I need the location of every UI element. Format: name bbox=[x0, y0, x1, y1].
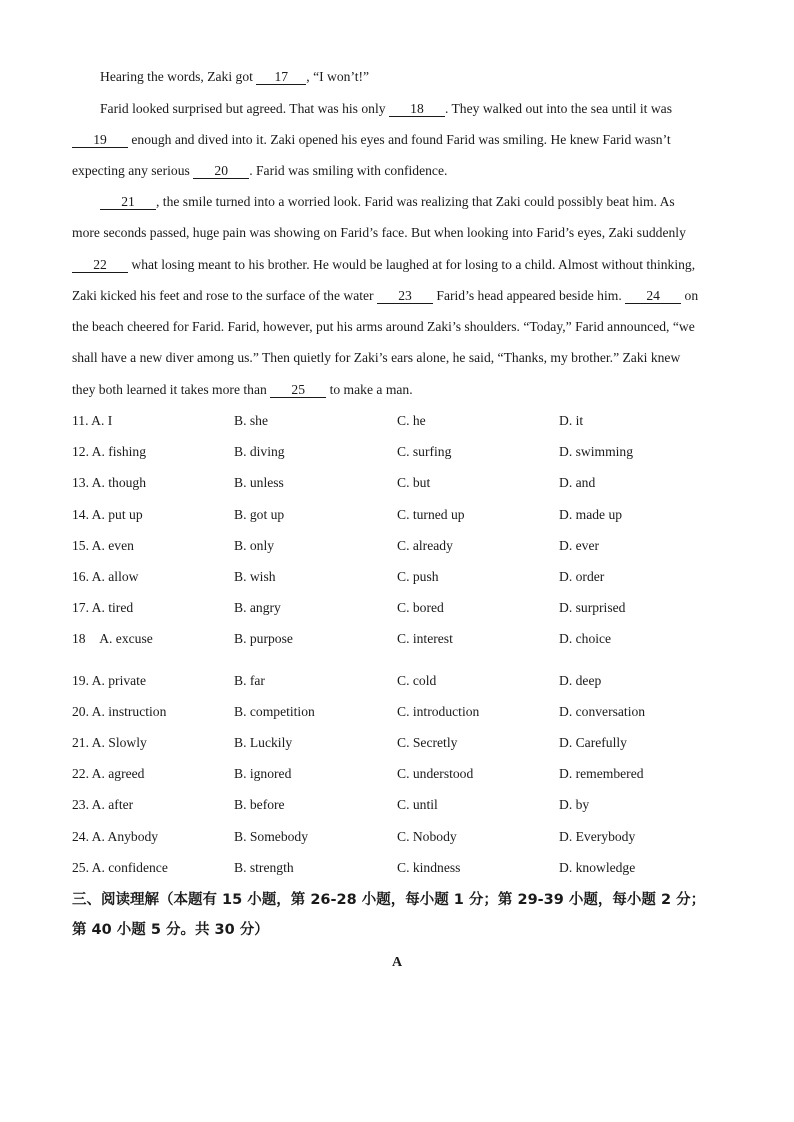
option-c: C. until bbox=[397, 797, 438, 812]
option-d: D. ever bbox=[559, 538, 600, 553]
passage-line-2 bbox=[100, 100, 750, 118]
blank-24: 24 bbox=[625, 289, 681, 304]
passage-line-11 bbox=[72, 381, 722, 399]
passage-line-7 bbox=[72, 256, 722, 274]
passage-line-4 bbox=[72, 162, 722, 180]
blank-18: 18 bbox=[389, 102, 445, 117]
option-d: D. swimming bbox=[559, 444, 634, 459]
passage-text: , “I won’t!” bbox=[306, 69, 370, 84]
option-b: B. angry bbox=[234, 600, 281, 615]
option-a: 25. A. confidence bbox=[72, 860, 168, 875]
passage-text: Farid looked surprised but agreed. That was his only bbox=[100, 101, 389, 116]
option-a: 12. A. fishing bbox=[72, 444, 147, 459]
passage-text: to make a man. bbox=[326, 382, 413, 397]
blank-19: 19 bbox=[72, 133, 128, 148]
blank-23: 23 bbox=[377, 289, 433, 304]
blank-20: 20 bbox=[193, 164, 249, 179]
option-a: 24. A. Anybody bbox=[72, 829, 159, 844]
option-a: 14. A. put up bbox=[72, 507, 143, 522]
section-heading-line-2: 第 40 小题 5 分。共 30 分） bbox=[72, 922, 269, 938]
option-b: B. ignored bbox=[234, 766, 292, 781]
option-b: B. before bbox=[234, 797, 285, 812]
option-c: C. Nobody bbox=[397, 829, 457, 844]
passage-text: shall have a new diver among us.” Then quietly for Zaki’s ears alone, he said, “Thanks, my brother.” Zaki knew bbox=[72, 350, 681, 365]
option-b: B. Luckily bbox=[234, 735, 293, 750]
option-b: B. Somebody bbox=[234, 829, 309, 844]
option-d: D. made up bbox=[559, 507, 623, 522]
passage-text: what losing meant to his brother. He would be laughed at for losing to a child. Almost without thinking, bbox=[128, 257, 696, 272]
option-c: C. cold bbox=[397, 673, 437, 688]
option-d: D. knowledge bbox=[559, 860, 636, 875]
option-a: 20. A. instruction bbox=[72, 704, 167, 719]
option-b: B. purpose bbox=[234, 631, 293, 646]
option-c: C. Secretly bbox=[397, 735, 458, 750]
option-b: B. only bbox=[234, 538, 275, 553]
section-heading-line-1: 三、阅读理解（本题有 15 小题，第 26-28 小题，每小题 1 分；第 29-39 小题，每小题 2 分； bbox=[72, 892, 706, 908]
option-c: C. push bbox=[397, 569, 439, 584]
option-c: C. understood bbox=[397, 766, 474, 781]
question-23-options bbox=[72, 796, 722, 814]
passage-text: Hearing the words, Zaki got bbox=[100, 69, 257, 84]
option-a: 23. A. after bbox=[72, 797, 134, 812]
option-d: D. choice bbox=[559, 631, 612, 646]
option-a: 19. A. private bbox=[72, 673, 146, 688]
option-b: B. she bbox=[234, 413, 268, 428]
blank-22: 22 bbox=[72, 258, 128, 273]
option-c: C. surfing bbox=[397, 444, 452, 459]
option-d: D. deep bbox=[559, 673, 602, 688]
option-a: 15. A. even bbox=[72, 538, 134, 553]
option-a: 22. A. agreed bbox=[72, 766, 145, 781]
blank-25: 25 bbox=[270, 383, 326, 398]
option-c: C. kindness bbox=[397, 860, 461, 875]
passage-line-6 bbox=[72, 224, 722, 242]
option-d: D. conversation bbox=[559, 704, 646, 719]
option-b: B. far bbox=[234, 673, 265, 688]
option-d: D. by bbox=[559, 797, 590, 812]
option-c: C. interest bbox=[397, 631, 453, 646]
question-17-options bbox=[72, 599, 722, 617]
passage-text: they both learned it takes more than bbox=[72, 382, 271, 397]
blank-21: 21 bbox=[100, 195, 156, 210]
passage-text: Zaki kicked his feet and rose to the surface of the water bbox=[72, 288, 377, 303]
passage-line-9 bbox=[72, 318, 722, 336]
passage-line-1 bbox=[100, 68, 750, 86]
option-d: D. order bbox=[559, 569, 605, 584]
option-c: C. but bbox=[397, 475, 431, 490]
question-18-options bbox=[72, 630, 722, 648]
option-b: B. wish bbox=[234, 569, 276, 584]
question-25-options bbox=[72, 859, 722, 877]
passage-line-10 bbox=[72, 349, 722, 367]
option-a: 13. A. though bbox=[72, 475, 147, 490]
passage-text: on bbox=[681, 288, 699, 303]
passage-text: the beach cheered for Farid. Farid, however, put his arms around Zaki’s shoulders. “Today,” Farid announced, “we bbox=[72, 319, 695, 334]
option-a: 16. A. allow bbox=[72, 569, 139, 584]
passage-line-8 bbox=[72, 287, 722, 305]
passage-text: expecting any serious bbox=[72, 163, 194, 178]
option-d: D. Everybody bbox=[559, 829, 636, 844]
question-22-options bbox=[72, 765, 722, 783]
option-a: 18 A. excuse bbox=[72, 631, 153, 646]
question-20-options bbox=[72, 703, 722, 721]
question-19-options bbox=[72, 672, 722, 690]
option-d: D. remembered bbox=[559, 766, 644, 781]
passage-text: Farid’s head appeared beside him. bbox=[432, 288, 626, 303]
option-c: C. turned up bbox=[397, 507, 465, 522]
passage-text: . Farid was smiling with confidence. bbox=[249, 163, 448, 178]
question-14-options bbox=[72, 506, 722, 524]
option-d: D. surprised bbox=[559, 600, 626, 615]
option-a: 11. A. I bbox=[72, 413, 113, 428]
passage-line-5 bbox=[100, 193, 750, 211]
question-24-options bbox=[72, 828, 722, 846]
option-d: D. Carefully bbox=[559, 735, 627, 750]
passage-text: . They walked out into the sea until it was bbox=[444, 101, 672, 116]
option-b: B. diving bbox=[234, 444, 285, 459]
option-c: C. introduction bbox=[397, 704, 480, 719]
passage-text: more seconds passed, huge pain was showing on Farid’s face. But when looking into Farid’s eyes, Zaki suddenly bbox=[72, 225, 686, 240]
question-11-options bbox=[72, 412, 722, 430]
option-a: 21. A. Slowly bbox=[72, 735, 147, 750]
question-16-options bbox=[72, 568, 722, 586]
question-21-options bbox=[72, 734, 722, 752]
option-c: C. bored bbox=[397, 600, 444, 615]
option-c: C. he bbox=[397, 413, 426, 428]
passage-text: enough and dived into it. Zaki opened his eyes and found Farid was smiling. He knew Farid wasn’t bbox=[128, 132, 671, 147]
question-13-options bbox=[72, 474, 722, 492]
question-15-options bbox=[72, 537, 722, 555]
option-b: B. unless bbox=[234, 475, 284, 490]
blank-17: 17 bbox=[256, 70, 306, 85]
option-d: D. it bbox=[559, 413, 584, 428]
option-a: 17. A. tired bbox=[72, 600, 134, 615]
passage-text: , the smile turned into a worried look. Farid was realizing that Zaki could possibly beat him. As bbox=[156, 194, 675, 209]
option-c: C. already bbox=[397, 538, 453, 553]
option-b: B. competition bbox=[234, 704, 315, 719]
option-d: D. and bbox=[559, 475, 596, 490]
option-b: B. strength bbox=[234, 860, 294, 875]
question-12-options bbox=[72, 443, 722, 461]
passage-line-3 bbox=[72, 131, 722, 149]
option-b: B. got up bbox=[234, 507, 285, 522]
passage-label: A bbox=[391, 955, 403, 970]
